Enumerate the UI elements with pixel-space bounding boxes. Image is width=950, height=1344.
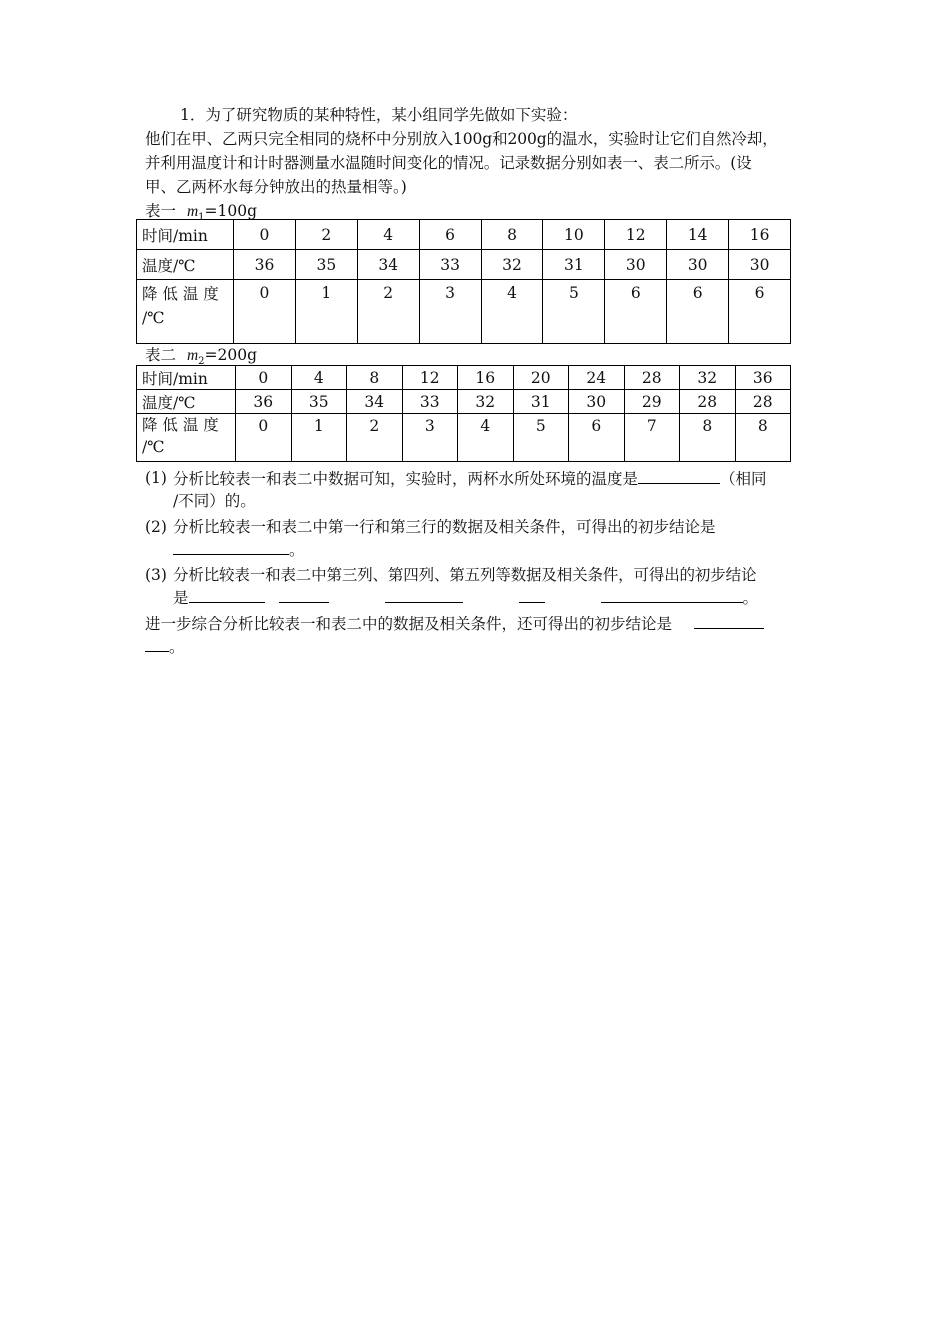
question-3-answer-blank[interactable]: [385, 586, 463, 603]
question-final: [145, 612, 825, 658]
table1-cell: 30: [605, 250, 667, 280]
table2-row-label: 时间/min: [137, 366, 236, 390]
table1-cell: 2: [295, 220, 357, 250]
table1-caption-prefix: 表一: [145, 202, 177, 220]
table2-cell: 28: [735, 390, 791, 414]
table2-cell: 12: [402, 366, 458, 390]
table1-cell: 0: [234, 220, 296, 250]
question-1-text: 分析比较表一和表二中数据可知，实验时，两杯水所处环境的温度是: [173, 470, 639, 488]
question-2-answer-blank[interactable]: [173, 538, 289, 555]
table1-cell: 30: [667, 250, 729, 280]
table2-cell: 8: [735, 414, 791, 462]
table1-row-label-line2: /℃: [142, 309, 165, 327]
table1-row-label: 温度/℃: [137, 250, 234, 280]
table2-caption-var: m: [186, 347, 199, 364]
question-final-line-2: [145, 635, 825, 658]
table1-cell: 6: [729, 280, 791, 344]
table1-cell: 33: [419, 250, 481, 280]
table2-cell: 29: [624, 390, 680, 414]
table2-cell: 3: [402, 414, 458, 462]
table1-caption-value: =100g: [204, 202, 258, 220]
question-1-number: (1): [145, 469, 167, 487]
question-1-answer-blank[interactable]: [638, 467, 720, 484]
question-3-answer-blank[interactable]: [279, 586, 329, 603]
question-1-line-2: /不同）的。: [173, 492, 256, 510]
table2-cell: 24: [569, 366, 625, 390]
table1-cell: 6: [419, 220, 481, 250]
table2: [136, 365, 791, 462]
table1-row-label: [137, 280, 234, 344]
table2-row-label: [137, 414, 236, 462]
table2-row-label-line2: /℃: [142, 438, 165, 456]
table2-cell: 2: [347, 414, 403, 462]
table2-cell: 1: [291, 414, 347, 462]
problem-intro-line-3: 并利用温度计和计时器测量水温随时间变化的情况。记录数据分别如表一、表二所示。(设: [145, 154, 752, 172]
table2-cell: 5: [513, 414, 569, 462]
question-2-text: 分析比较表一和表二中第一行和第三行的数据及相关条件，可得出的初步结论是: [173, 518, 716, 536]
question-final-text: 进一步综合分析比较表一和表二中的数据及相关条件，还可得出的初步结论是: [145, 615, 673, 633]
table1-row-temperature-drop: [137, 280, 791, 344]
table2-cell: 8: [347, 366, 403, 390]
question-2-number: (2): [145, 518, 167, 536]
question-final-answer-blank-cont[interactable]: [145, 635, 169, 652]
table1-cell: 5: [543, 280, 605, 344]
table2-cell: 0: [236, 366, 292, 390]
table1-row-temperature: [137, 250, 791, 280]
table1-caption-var: m: [186, 203, 199, 220]
question-2: [145, 516, 825, 561]
question-3-answer-blank[interactable]: [189, 586, 265, 603]
table1-cell: 1: [295, 280, 357, 344]
table2-cell: 7: [624, 414, 680, 462]
table2-cell: 36: [735, 366, 791, 390]
question-3-number: (3): [145, 566, 167, 584]
question-final-answer-blank[interactable]: [694, 612, 764, 629]
table1-cell: 6: [605, 280, 667, 344]
table1-row-label-line1: 降 低 温 度: [142, 285, 219, 303]
table1-cell: 10: [543, 220, 605, 250]
table2-cell: 36: [236, 390, 292, 414]
table2-cell: 6: [569, 414, 625, 462]
question-1-text-tail: （相同: [720, 470, 767, 488]
table2-cell: 30: [569, 390, 625, 414]
question-1-line-1: [145, 467, 825, 490]
question-3-answer-blank[interactable]: [601, 586, 743, 603]
table2-row-temperature-drop: [137, 414, 791, 462]
question-final-line-1: [145, 612, 825, 635]
table1-row-label: 时间/min: [137, 220, 234, 250]
table2-row-temperature: [137, 390, 791, 414]
question-2-text-tail: 。: [289, 541, 305, 559]
table1-cell: 36: [234, 250, 296, 280]
table2-cell: 28: [624, 366, 680, 390]
question-3-text-tail: 。: [742, 589, 759, 607]
table1-cell: 4: [481, 280, 543, 344]
question-2-line-2: [145, 538, 825, 561]
table2-caption-value: =200g: [204, 346, 258, 364]
table2-cell: 8: [680, 414, 736, 462]
table2-cell: 32: [458, 390, 514, 414]
table2-cell: 16: [458, 366, 514, 390]
table1-cell: 14: [667, 220, 729, 250]
table2-cell: 0: [236, 414, 292, 462]
problem-intro-line-1: 1．为了研究物质的某种特性，某小组同学先做如下实验：: [180, 106, 578, 124]
question-final-text-tail: 。: [169, 638, 185, 656]
table1-cell: 32: [481, 250, 543, 280]
table2-cell: 34: [347, 390, 403, 414]
table2-cell: 4: [291, 366, 347, 390]
table2-row-time: [137, 366, 791, 390]
table2-caption-sub: 2: [198, 356, 205, 368]
table2-cell: 4: [458, 414, 514, 462]
table1-cell: 16: [729, 220, 791, 250]
table1-cell: 0: [234, 280, 296, 344]
question-3-line-2: [145, 586, 835, 609]
table2-cell: 20: [513, 366, 569, 390]
table1-cell: 2: [357, 280, 419, 344]
problem-intro-line-2: 他们在甲、乙两只完全相同的烧杯中分别放入100g和200g的温水，实验时让它们自然冷却，: [145, 130, 778, 148]
table2-caption-prefix: 表二: [145, 346, 177, 364]
table1-cell: 3: [419, 280, 481, 344]
table1-cell: 4: [357, 220, 419, 250]
table1-cell: 12: [605, 220, 667, 250]
table1-cell: 34: [357, 250, 419, 280]
table2-row-label-line1: 降 低 温 度: [142, 416, 219, 434]
table2-cell: 32: [680, 366, 736, 390]
table1-cell: 30: [729, 250, 791, 280]
table1-cell: 8: [481, 220, 543, 250]
table2-cell: 35: [291, 390, 347, 414]
table1-cell: 35: [295, 250, 357, 280]
question-3-text: 分析比较表一和表二中第三列、第四列、第五列等数据及相关条件，可得出的初步结论: [173, 566, 757, 584]
question-3: [145, 564, 835, 609]
table2-cell: 28: [680, 390, 736, 414]
question-1: [145, 467, 825, 512]
table1-cell: 6: [667, 280, 729, 344]
table1-caption-sub: 1: [198, 212, 205, 224]
table1: [136, 219, 791, 344]
table2-row-label: 温度/℃: [137, 390, 236, 414]
question-3-answer-blank[interactable]: [519, 586, 545, 603]
table1-cell: 31: [543, 250, 605, 280]
table2-cell: 33: [402, 390, 458, 414]
question-3-text-head: 是: [173, 589, 189, 607]
problem-intro-line-4: 甲、乙两杯水每分钟放出的热量相等。): [145, 178, 407, 196]
table2-cell: 31: [513, 390, 569, 414]
table1-row-time: [137, 220, 791, 250]
